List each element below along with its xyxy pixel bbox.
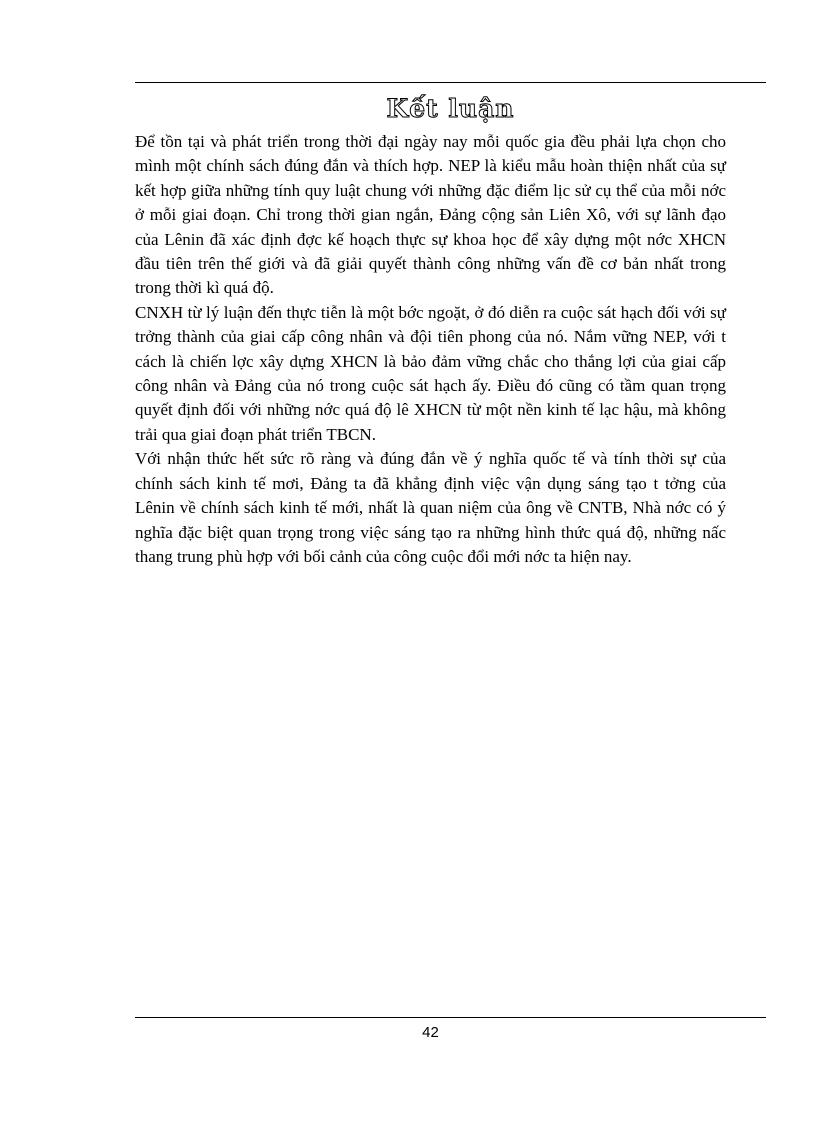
body-text (135, 130, 726, 569)
paragraph: CNXH từ lý luận đến thực tiễn là một bớc ngoặt, ở đó diễn ra cuộc sát hạch đối với sự trởng thành của giai cấp công nhân và đội tiên phong của nó. Nắm vững NEP, với t cách là chiến lợc xây dựng XHCN là bảo đảm vững chắc cho thắng lợi của giai cấp công nhân và Đảng của nó trong cuộc sát hạch ấy. Điều đó cũng có tầm quan trọng quyết định đối với những nớc quá độ lê XHCN từ một nền kinh tế lạc hậu, mà không trải qua giai đoạn phát triển TBCN. (135, 302, 726, 444)
paragraph: Để tồn tại và phát triển trong thời đại ngày nay mỗi quốc gia đều phải lựa chọn cho mình một chính sách đúng đắn và thích hợp. NEP là kiểu mẫu hoàn thiện nhất của sự kết hợp giữa những tính quy luật chung với những đặc điểm lịc sử cụ thể của mỗi nớc ở mỗi giai đoạn. Chỉ trong thời gian ngắn, Đảng cộng sản Liên Xô, với sự lãnh đạo của Lênin đã xác định đợc kế hoạch thực sự khoa học để xây dựng một nớc XHCN đầu tiên trên thế giới và đã giải quyết thành công những vấn đề cơ bản nhất trong trong thời kì quá độ. (135, 132, 726, 298)
page-number: 42 (422, 1024, 439, 1041)
section-title: Kết luận (386, 94, 515, 123)
footer-rule (135, 1017, 766, 1018)
header-rule (135, 82, 766, 83)
paragraph: Với nhận thức hết sức rõ ràng và đúng đắn về ý nghĩa quốc tế và tính thời sự của chính sách kinh tế mơi, Đảng ta đã khẳng định việc vận dụng sáng tạo t tởng của Lênin về chính sách kinh tế mới, nhất là quan niệm của ông về CNTB, Nhà nớc có ý nghĩa đặc biệt quan trọng trong việc sáng tạo ra những hình thức quá độ, những nấc thang trung phù hợp với bối cảnh của công cuộc đổi mới nớc ta hiện nay. (135, 449, 726, 566)
